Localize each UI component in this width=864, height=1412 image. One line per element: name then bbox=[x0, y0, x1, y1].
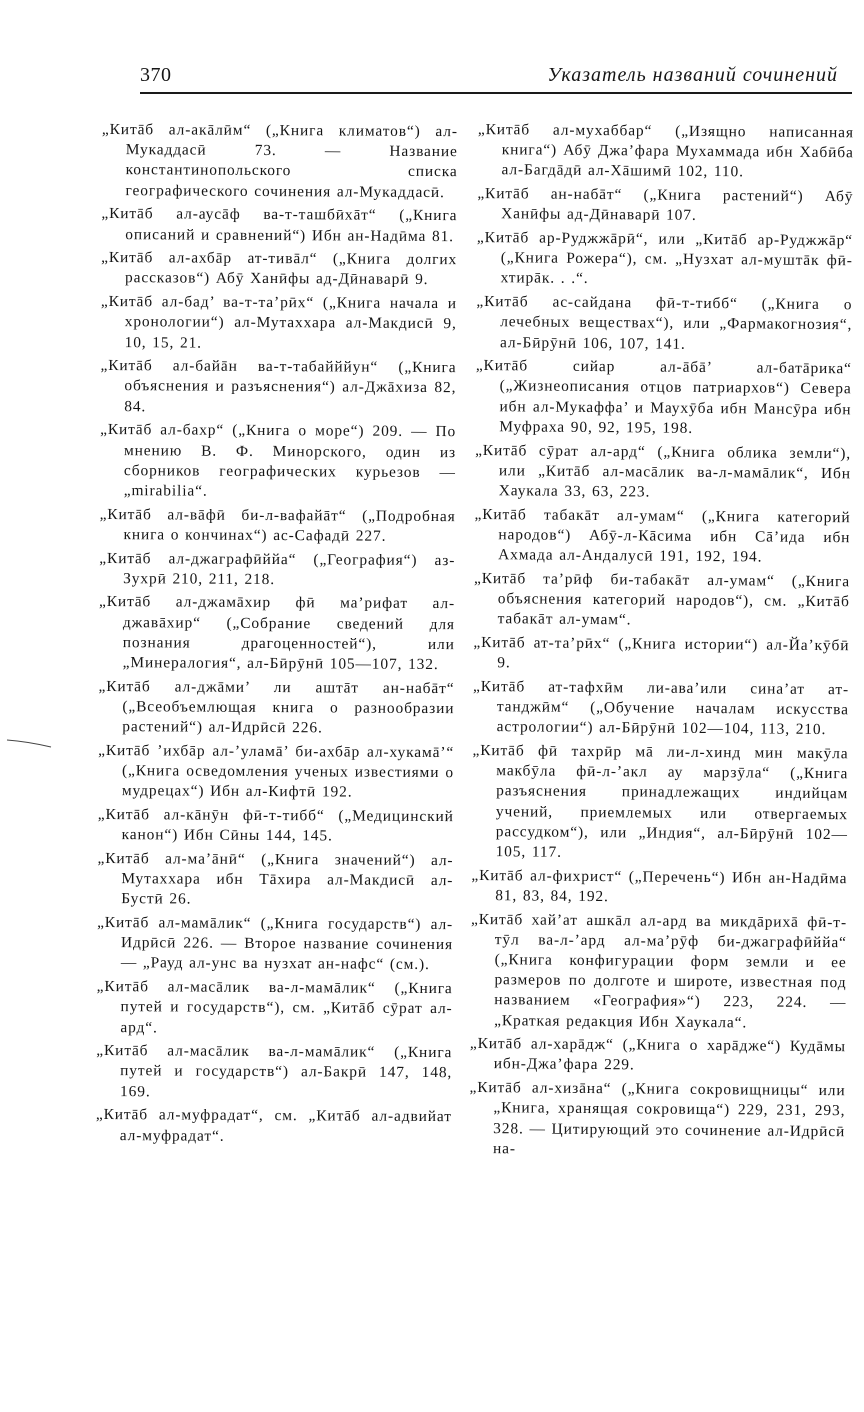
index-entry: „Китāб ар-Руджжāрӣ“, или „Китāб ар-Руджжāр“ („Книга Рожера“), см. „Нузхат ал-муштāк фӣ-хтирāк. . .“. bbox=[476, 229, 854, 288]
index-entry: „Китāб ал-джамāхир фӣ ма’рифат ал-джавāхир“ („Собрание сведений для познания драгоценностей“), или „Минералогия“, ал-Бӣрӯнӣ 105—107, 132. bbox=[99, 593, 456, 674]
index-entry: „Китāб ас-сайдана фӣ-т-тибб“ („Книга о лечебных веществах“), или „Фармакогнозия“, ал-Бӣрӯнӣ 106, 107, 141. bbox=[476, 293, 853, 353]
index-entry: „Китāб ал-акāлӣм“ („Книга климатов“) ал-Мукаддасӣ 73. — Название константинопольского списка географического сочинения ал-Мукаддасӣ. bbox=[101, 120, 458, 201]
index-entry: „Китāб ат-тафхӣм ли-ава’или сина’ат ат-танджӣм“ („Обучение началам искусства астрологии“) ал-Бӣрӯнӣ 102—104, 113, 210. bbox=[472, 677, 850, 739]
page-number: 370 bbox=[140, 64, 172, 86]
index-entry: „Китāб та’рӣф би-табакāт ал-умам“ („Книга объяснения категорий народов“), см. „Китāб табакāт ал-умам“. bbox=[473, 569, 851, 629]
page-header bbox=[140, 62, 852, 94]
index-entry: „Китāб ал-харāдж“ („Книга о харāдже“) Кудāмы ибн-Джа’фара 229. bbox=[469, 1035, 846, 1074]
index-entry: „Китāб ал-байāн ва-т-табайййун“ („Книга объяснения и разъяснения“) ал-Джāхиза 82, 84. bbox=[100, 357, 457, 415]
index-entry: „Китāб ал-бад’ ва-т-та’рӣх“ („Книга начала и хронологии“) ал-Мутаххара ал-Макдисӣ 9, 10, 15, 21. bbox=[100, 293, 457, 352]
index-entry: „Китāб сийар ал-āбā’ ал-батāрика“ („Жизнеописания отцов патриархов“) Севера ибн ал-Мукаффа’ и Маухӯба ибн Мансӯра ибн Муфраха 90, 92, 195, 198. bbox=[475, 357, 852, 437]
index-entry: „Китāб ал-кāнӯн фӣ-т-тибб“ („Медицинский канон“) Ибн Сӣны 144, 145. bbox=[97, 805, 454, 845]
index-entry: „Китāб ал-масāлик ва-л-мамāлик“ („Книга путей и государств“), см. „Китāб сӯрат ал-ард“. bbox=[96, 978, 453, 1036]
index-entry: „Китāб ан-набāт“ („Книга растений“) Абӯ Ханӣфы ад-Дӣнаварӣ 107. bbox=[477, 185, 854, 225]
index-entry: „Китāб ал-ма’āнӣ“ („Книга значений“) ал-Мутаххара ибн Тāхира ал-Макдисӣ ал-Бустӣ 26. bbox=[97, 849, 454, 908]
running-title: Указатель названий сочинений bbox=[547, 64, 838, 86]
index-entry: „Китāб фӣ тахрӣр мā ли-л-хинд мин макӯла макбӯла фӣ-л-’акл ау марзӯла“ („Книга разъяснения принадлежащих индийцам учений, приемлемых или отвергаемых рассудком“), или „Индия“, ал-Бӣрӯнӣ 102—105, 117. bbox=[472, 741, 849, 861]
index-entry: „Китāб ал-хизāна“ („Книга сокровищницы“ или „Книга, хранящая сокровища“) 229, 231, 293, 328. — Цитирующий это сочинение ал-Идрӣсӣ на- bbox=[469, 1079, 846, 1158]
index-entry: „Китāб хай’ат ашкāл ал-ард ва микдāрихā фӣ-т-тӯл ва-л-’ард ал-ма’рӯф би-джаграфӣййа“ („Книга конфигурации форм земли и ее размеров по долготе и широте, известная под названием «География»“) 223, 224. — „Краткая редакция Ибн Хаукала“. bbox=[470, 910, 848, 1031]
index-entry: „Китāб ал-вāфӣ би-л-вафайāт“ („Подробная книга о кончинах“) ас-Сафадӣ 227. bbox=[99, 505, 456, 545]
index-entry: „Китāб табакāт ал-умам“ („Книга категорий народов“) Абӯ-л-Кāсима ибн Сā’ида ибн Ахмада ал-Андалусӣ 191, 192, 194. bbox=[474, 505, 851, 566]
index-entry: „Китāб ал-муфрадат“, см. „Китāб ал-адвийат ал-муфрадат“. bbox=[95, 1106, 452, 1145]
index-entry: „Китāб ал-масāлик ва-л-мамāлик“ („Книга путей и государств“) ал-Бакрӣ 147, 148, 169. bbox=[96, 1042, 453, 1100]
index-entry: „Китāб ал-мамāлик“ („Книга государств“) ал-Идрӣсӣ 226. — Второе название сочинения — „Рауд ал-унс ва нузхат ан-нафс“ (см.). bbox=[97, 914, 454, 974]
index-entry: „Китāб ал-бахр“ („Книга о море“) 209. — По мнению В. Ф. Минорского, один из сборников географических курьезов — „mirabilia“. bbox=[100, 421, 457, 500]
pencil-margin-mark bbox=[6, 738, 52, 748]
index-entry: „Китāб ’ихбāр ал-’уламā’ би-ахбāр ал-хукамā’“ („Книга осведомления ученых известиями о мудрецах“) Ибн ал-Кифтӣ 192. bbox=[98, 741, 455, 801]
index-entry: „Китāб ал-джаграфӣййа“ („География“) аз-Зухрӣ 210, 211, 218. bbox=[99, 549, 456, 588]
index-entry: „Китāб ал-аусāф ва-т-ташбӣхāт“ („Книга описаний и сравнений“) Ибн ан-Надӣма 81. bbox=[101, 205, 458, 245]
index-column-right bbox=[469, 120, 854, 1166]
index-entry: „Китāб ат-та’рӣх“ („Книга истории“) ал-Йа’кӯбӣ 9. bbox=[473, 633, 850, 672]
index-entry: „Китāб ал-джāми’ ли аштāт ан-набāт“ („Всеобъемлющая книга о разнообразии растений“) ал-Идрӣсӣ 226. bbox=[98, 677, 455, 737]
index-entry: „Китāб сӯрат ал-ард“ („Книга облика земли“), или „Китāб ал-масāлик ва-л-мамāлик“, Ибн Хаукала 33, 63, 223. bbox=[475, 441, 852, 501]
index-column-left bbox=[96, 120, 458, 1151]
index-entry: „Китāб ал-мухаббар“ („Изящно написанная книга“) Абӯ Джа’фара Мухаммада ибн Хабӣба ал-Багдāдӣ ал-Хāшимӣ 102, 110. bbox=[477, 120, 854, 181]
index-entry: „Китāб ал-фихрист“ („Перечень“) Ибн ан-Надӣма 81, 83, 84, 192. bbox=[471, 866, 848, 905]
index-entry: „Китāб ал-ахбāр ат-тивāл“ („Книга долгих рассказов“) Абӯ Ханӣфы ад-Дӣнаварӣ 9. bbox=[101, 249, 458, 289]
